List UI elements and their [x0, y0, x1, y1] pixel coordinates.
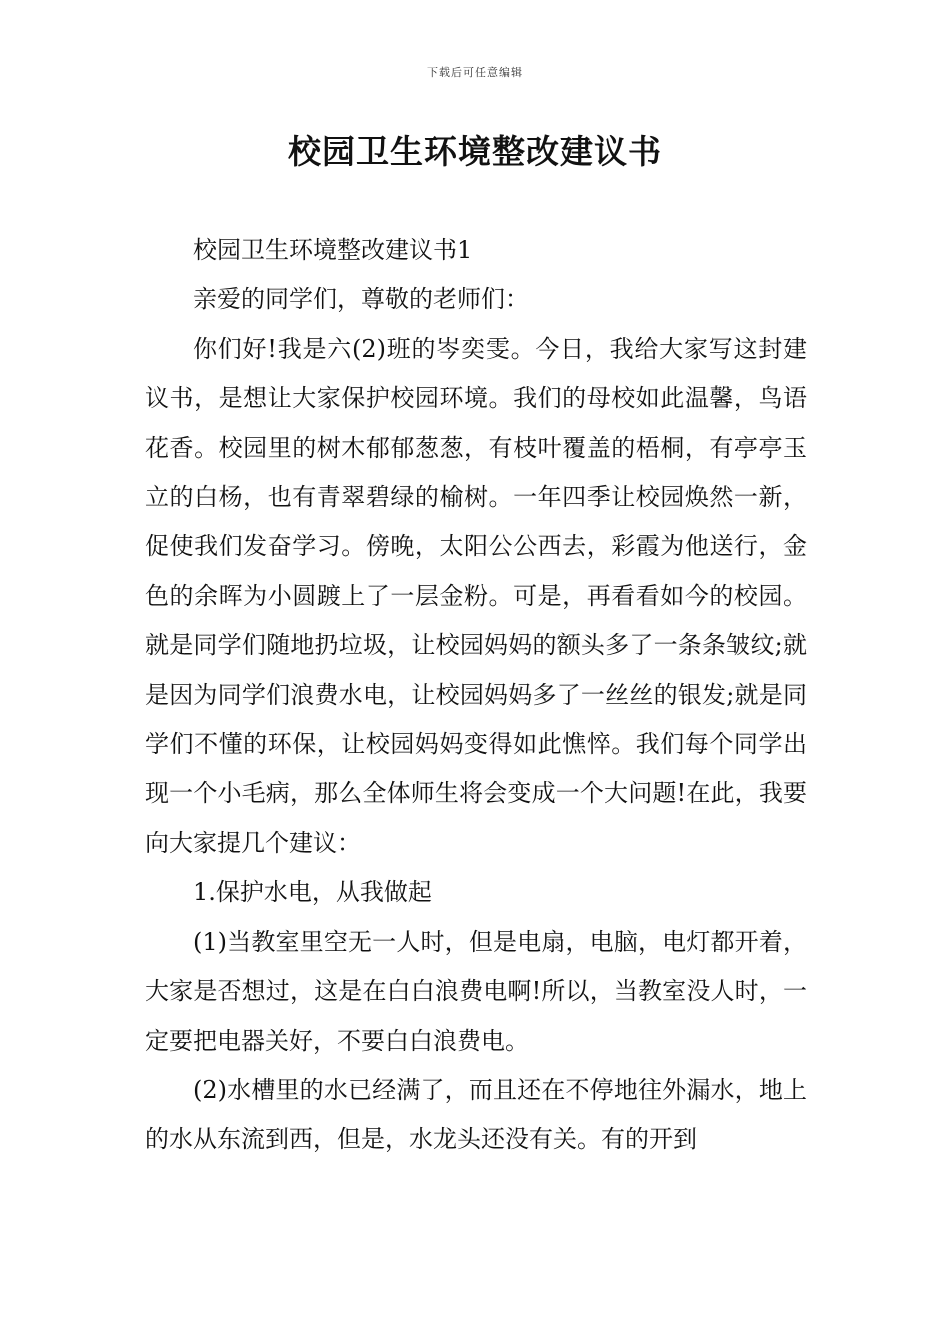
paragraph-heading: 校园卫生环境整改建议书1 — [193, 236, 473, 264]
document-body — [145, 226, 807, 1165]
paragraph-point-2: (2)水槽里的水已经满了，而且还在不停地往外漏水，地上的水从东流到西，但是，水龙头还没有关。有的开到 — [145, 1075, 807, 1154]
document-title: 校园卫生环境整改建议书 — [288, 132, 662, 171]
paragraph-point-1: (1)当教室里空无一人时，但是电扇，电脑，电灯都开着，大家是否想过，这是在白白浪费电啊!所以，当教室没人时，一定要把电器关好，不要白白浪费电。 — [145, 927, 807, 1055]
paragraph-section-heading: 1.保护水电，从我做起 — [193, 878, 432, 907]
paragraph-salutation: 亲爱的同学们，尊敬的老师们： — [193, 285, 529, 314]
header-note: 下载后可任意编辑 — [427, 66, 523, 79]
paragraph-intro: 你们好!我是六(2)班的岑奕雯。今日，我给大家写这封建议书，是想让大家保护校园环境。我们的母校如此温馨，鸟语花香。校园里的树木郁郁葱葱，有枝叶覆盖的梧桐，有亭亭玉立的白杨，也有青翠碧绿的榆树。一年四季让校园焕然一新，促使我们发奋学习。傍晚，太阳公公西去，彩霞为他送行，金色的余晖为小圆踱上了一层金粉。可是，再看看如今的校园。就是同学们随地扔垃圾，让校园妈妈的额头多了一条条皱纹;就是因为同学们浪费水电，让校园妈妈多了一丝丝的银发;就是同学们不懂的环保，让校园妈妈变得如此憔悴。我们每个同学出现一个小毛病，那么全体师生将会变成一个大问题!在此，我要向大家提几个建议： — [145, 334, 807, 857]
